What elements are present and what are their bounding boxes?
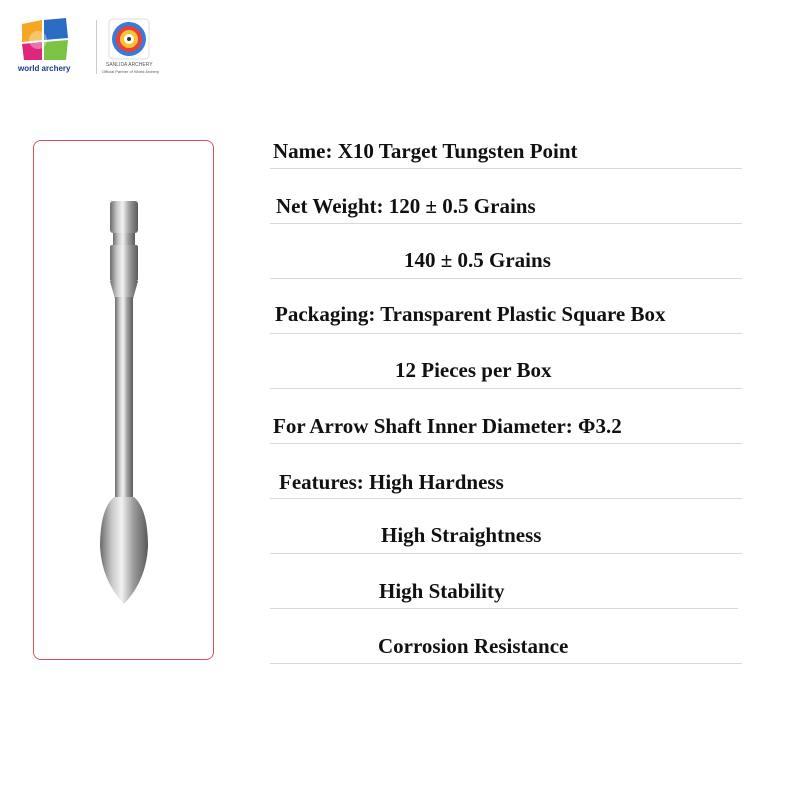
partner-subtitle: Official Partner of World Archery bbox=[102, 69, 159, 74]
logo-divider bbox=[96, 20, 97, 74]
partner-target-logo bbox=[108, 18, 150, 60]
logo-text: world archery bbox=[18, 64, 71, 73]
tungsten-point-image bbox=[84, 197, 164, 607]
header-logos bbox=[18, 18, 159, 76]
spec-feature-straightness: High Straightness bbox=[270, 521, 742, 554]
spec-packaging: Packaging: Transparent Plastic Square Box bbox=[270, 300, 742, 334]
spec-feature-hardness: Features: High Hardness bbox=[270, 468, 742, 499]
product-image-card bbox=[33, 140, 214, 660]
spec-feature-stability: High Stability bbox=[270, 577, 738, 609]
world-archery-logo bbox=[18, 18, 70, 62]
spec-net-weight-alt: 140 ± 0.5 Grains bbox=[270, 246, 742, 279]
spec-name: Name: X10 Target Tungsten Point bbox=[270, 137, 742, 169]
spec-shaft-diameter: For Arrow Shaft Inner Diameter: Φ3.2 bbox=[270, 412, 742, 444]
spec-net-weight: Net Weight: 120 ± 0.5 Grains bbox=[270, 192, 742, 224]
partner-name: SANLIDA ARCHERY bbox=[106, 62, 153, 68]
spec-feature-corrosion: Corrosion Resistance bbox=[270, 632, 742, 664]
spec-pieces-per-box: 12 Pieces per Box bbox=[270, 356, 742, 389]
